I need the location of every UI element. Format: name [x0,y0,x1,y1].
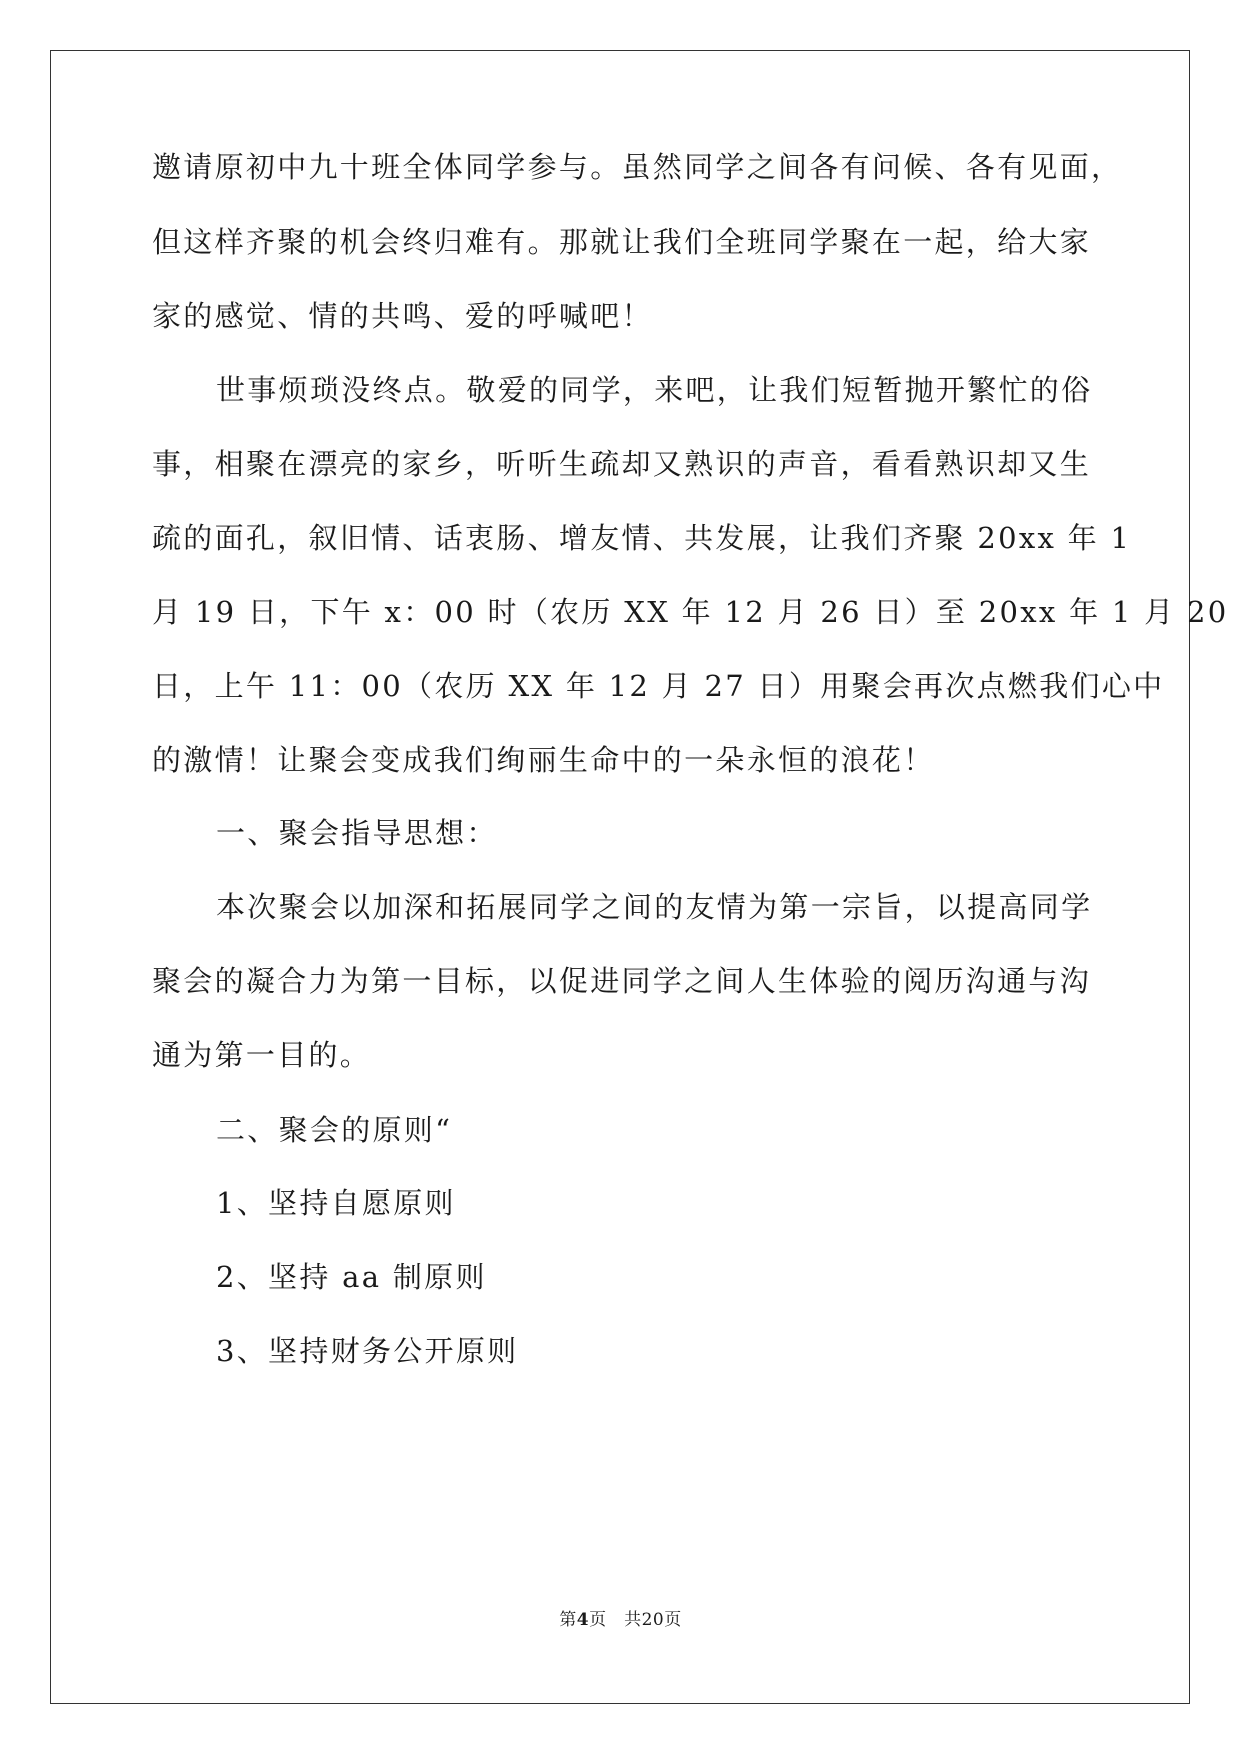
paragraph-first-line: 本次聚会以加深和拓展同学之间的友情为第一宗旨，以提高同学 [216,890,1093,924]
section-heading: 二、聚会的原则“ [216,1113,453,1147]
body-line: 月 19 日，下午 x：00 时（农历 XX 年 12 月 26 日）至 20xx 年 1 月 20 [152,595,1229,629]
list-item: 3、坚持财务公开原则 [216,1334,519,1368]
body-line: 邀请原初中九十班全体同学参与。虽然同学之间各有问候、各有见面， [152,150,1123,184]
body-line: 家的感觉、情的共鸣、爱的呼喊吧！ [152,299,653,333]
page-footer [0,1608,1241,1632]
body-line: 聚会的凝合力为第一目标，以促进同学之间人生体验的阅历沟通与沟 [152,964,1092,998]
footer-prefix: 第 [559,1610,577,1630]
document-body [152,0,1229,1600]
footer-suffix: 页 [664,1610,682,1630]
body-line: 的激情！让聚会变成我们绚丽生命中的一朵永恒的浪花！ [152,743,935,777]
body-line: 但这样齐聚的机会终归难有。那就让我们全班同学聚在一起，给大家 [152,225,1092,259]
body-line: 疏的面孔，叙旧情、话衷肠、增友情、共发展，让我们齐聚 20xx 年 1 [152,521,1132,555]
body-line: 日，上午 11：00（农历 XX 年 12 月 27 日）用聚会再次点燃我们心中 [152,669,1165,703]
footer-page-number: 4 [576,1610,590,1630]
body-line: 通为第一目的。 [152,1038,372,1072]
list-item: 1、坚持自愿原则 [216,1186,456,1220]
footer-total-pages: 20 [641,1610,665,1630]
body-line: 事，相聚在漂亮的家乡，听听生疏却又熟识的声音，看看熟识却又生 [152,447,1092,481]
paragraph-first-line: 世事烦琐没终点。敬爱的同学，来吧，让我们短暂抛开繁忙的俗 [216,373,1093,407]
list-item: 2、坚持 aa 制原则 [216,1260,487,1294]
section-heading: 一、聚会指导思想： [216,816,498,850]
footer-middle: 页 共 [589,1610,642,1630]
